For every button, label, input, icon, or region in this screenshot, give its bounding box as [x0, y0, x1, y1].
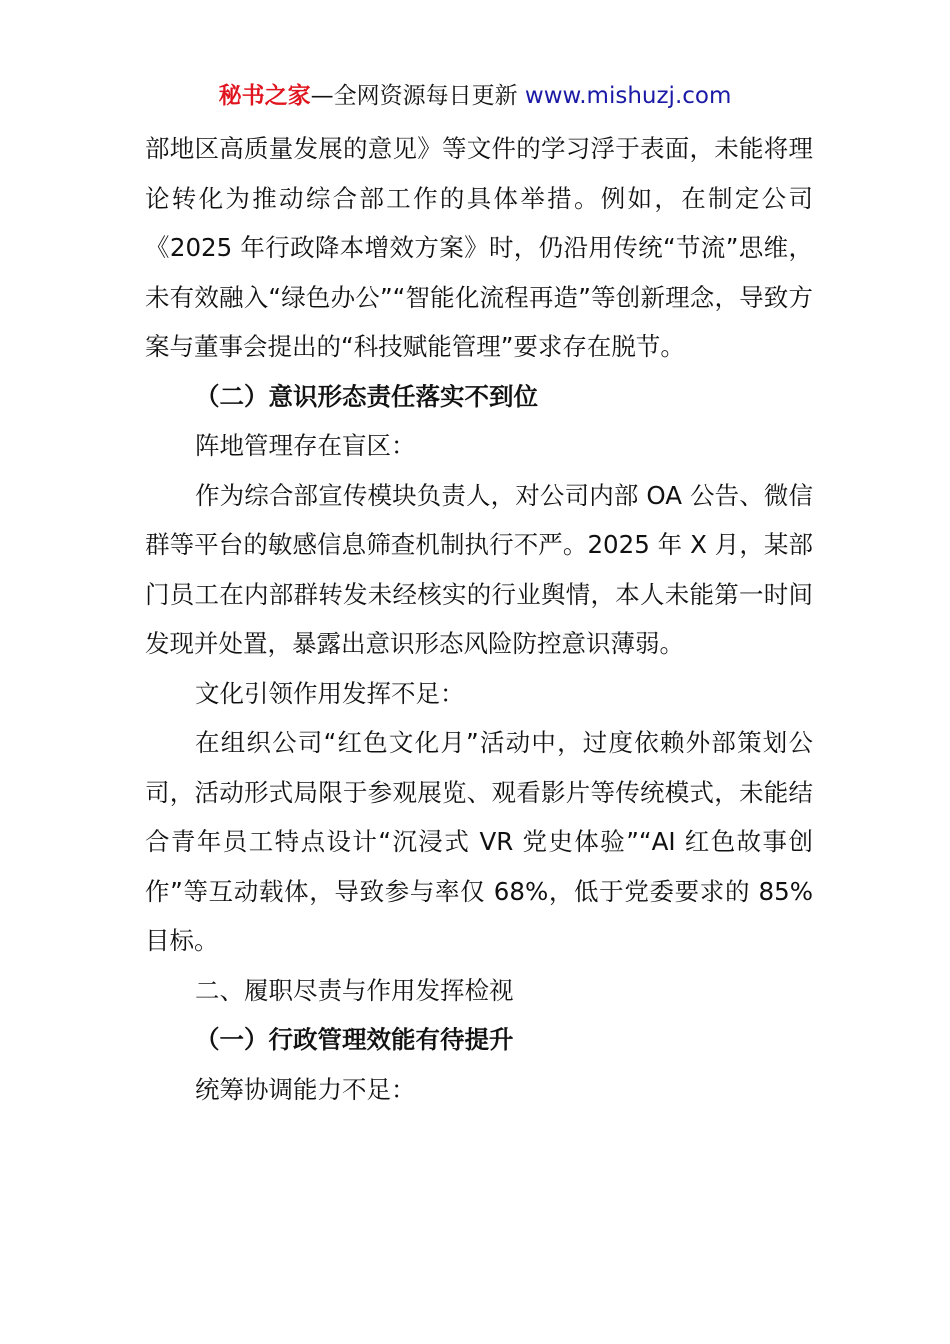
- document-body: [145, 124, 813, 1114]
- site-header: [0, 80, 950, 112]
- subheading-coordination: 统筹协调能力不足：: [195, 1074, 416, 1104]
- paragraph-culture-leading: 在组织公司“红色文化月”活动中，过度依赖外部策划公司，活动形式局限于参观展览、观看影片等传统模式，未能结合青年员工特点设计“沉浸式 VR 党史体验”“AI 红色故事创作”等互动载体，导致参与率仅 68%，低于党委要求的 85%目标。: [145, 728, 813, 955]
- section-heading-duty-review: 二、履职尽责与作用发挥检视: [195, 975, 514, 1005]
- site-tagline: —全网资源每日更新: [310, 83, 518, 109]
- subheading-culture-leading: 文化引领作用发挥不足：: [195, 678, 465, 708]
- subheading-position-management: 阵地管理存在盲区：: [195, 431, 416, 460]
- heading-admin-efficiency: （一）行政管理效能有待提升: [195, 1025, 514, 1054]
- site-url-link[interactable]: www.mishuzj.com: [524, 83, 732, 109]
- paragraph-study-gaps: 部地区高质量发展的意见》等文件的学习浮于表面，未能将理论转化为推动综合部工作的具体举措。例如，在制定公司《2025 年行政降本增效方案》时，仍沿用传统“节流”思维，未有效融入“绿色办公”“智能化流程再造”等创新理念，导致方案与董事会提出的“科技赋能管理”要求存在脱节。: [145, 134, 813, 361]
- heading-ideology-responsibility: （二）意识形态责任落实不到位: [195, 381, 538, 411]
- paragraph-position-management: 作为综合部宣传模块负责人，对公司内部 OA 公告、微信群等平台的敏感信息筛查机制执行不严。2025 年 X 月，某部门员工在内部群转发未经核实的行业舆情，本人未能第一时间发现并处置，暴露出意识形态风险防控意识薄弱。: [145, 480, 813, 658]
- site-brand: 秘书之家: [218, 83, 311, 109]
